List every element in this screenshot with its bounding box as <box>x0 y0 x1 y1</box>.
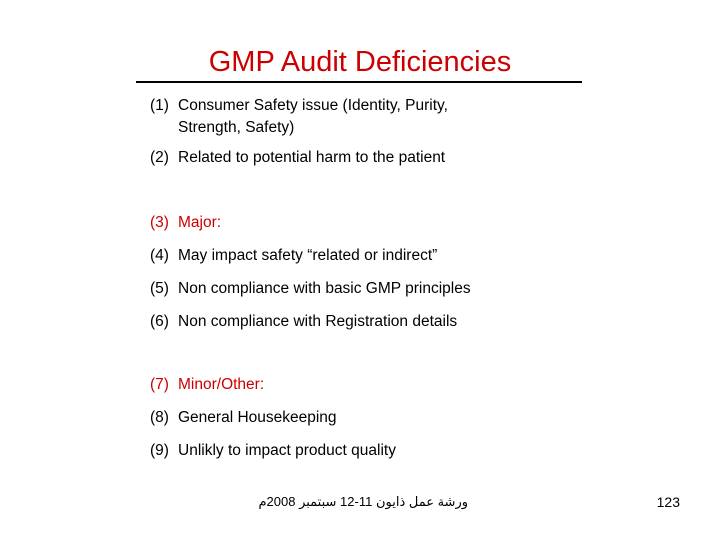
page-number: 123 <box>656 494 680 510</box>
item-number: (7) <box>150 376 169 393</box>
item-number: (6) <box>150 313 169 330</box>
footer-text: ورشة عمل ذايون 11-12 سبتمبر 2008م <box>258 494 468 509</box>
item-text: May impact safety “related or indirect” <box>178 247 438 264</box>
item-text: General Housekeeping <box>178 409 337 426</box>
item-suffix: : <box>259 376 265 393</box>
list-item <box>150 407 337 429</box>
list-item <box>150 440 396 462</box>
list-item <box>150 95 448 139</box>
list-item <box>150 245 437 267</box>
item-number: (4) <box>150 247 169 264</box>
slide-title: GMP Audit Deficiencies <box>208 46 512 78</box>
item-text-continued: Strength, Safety) <box>178 119 295 136</box>
list-item <box>150 278 471 300</box>
item-text: Non compliance with basic GMP principles <box>178 280 471 297</box>
item-suffix: : <box>216 214 222 231</box>
item-text: Unlikly to impact product quality <box>178 442 396 459</box>
item-text: Non compliance with Registration details <box>178 313 458 330</box>
list-item <box>150 311 457 333</box>
item-number: (9) <box>150 442 169 459</box>
list-item-heading-minor <box>150 374 264 396</box>
list-item <box>150 147 445 169</box>
item-number: (8) <box>150 409 169 426</box>
item-text: Minor/Other <box>178 376 260 393</box>
item-number: (1) <box>150 97 169 114</box>
item-text: Consumer Safety issue (Identity, Purity, <box>178 97 448 114</box>
title-underline <box>136 81 582 83</box>
item-number: (3) <box>150 214 169 231</box>
item-text: Related to potential harm to the patient <box>178 149 446 166</box>
item-number: (2) <box>150 149 169 166</box>
item-number: (5) <box>150 280 169 297</box>
list-item-heading-major <box>150 212 221 234</box>
item-text: Major <box>178 214 217 231</box>
